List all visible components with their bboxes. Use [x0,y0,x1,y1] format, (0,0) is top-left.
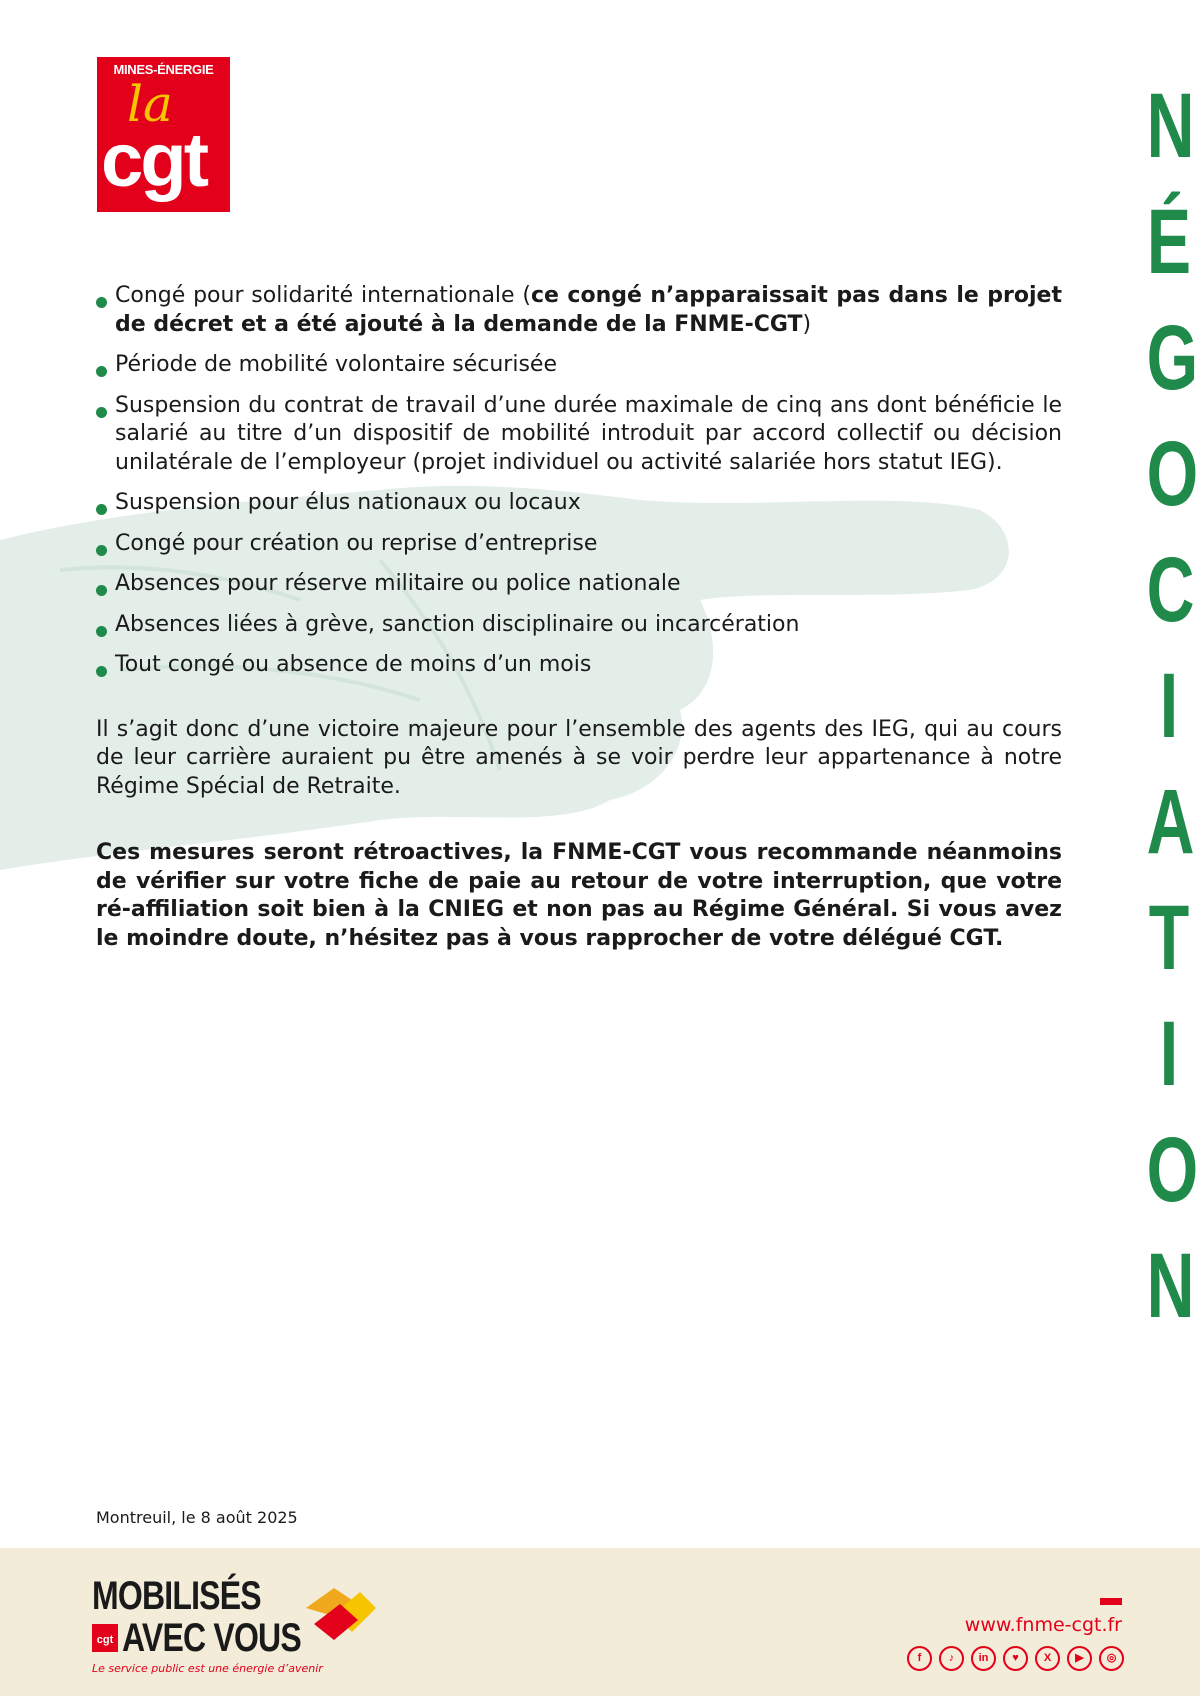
list-item [96,570,1062,599]
vertical-title-letter: O [1146,423,1199,525]
social-icons [907,1646,1124,1671]
list-item [96,282,1062,339]
main-content [96,282,1062,953]
list-item-text: Absences liées à grève, sanction disciplinaire ou incarcération [115,611,800,637]
facebook-icon[interactable]: f [907,1646,932,1671]
list-item-text: Congé pour création ou reprise d’entreprise [115,530,598,556]
list-item [96,351,1062,380]
vertical-title-letter: I [1159,655,1179,757]
footer-mini-cgt-logo: cgt [92,1624,118,1652]
list-item [96,530,1062,559]
vertical-title-negociation [1138,68,1200,1508]
youtube-icon[interactable]: ▶ [1067,1646,1092,1671]
url-accent-mark [1100,1598,1122,1605]
vertical-title-letter: N [1146,1235,1195,1337]
vertical-title-letter: G [1146,307,1199,409]
cgt-mines-energie-logo [97,57,230,212]
list-item [96,611,1062,640]
date-line: Montreuil, le 8 août 2025 [96,1508,298,1527]
footer-tagline: Le service public est une énergie d’avenir [92,1662,323,1675]
vertical-title-letter: O [1146,1119,1199,1221]
list-item-text: Tout congé ou absence de moins d’un mois [115,652,592,677]
list-item-text-after: ) [802,311,812,337]
list-item-text: Suspension pour élus nationaux ou locaux [115,490,581,515]
list-item [96,489,1062,518]
handshake-icon [300,1574,380,1654]
list-item-bold-text: ce congé n’apparaissait pas dans le projet de décret et a été ajouté à la demande de la FNME-CGT [115,283,1062,337]
footer-slogan-line1: MOBILISÉS [92,1574,261,1618]
vertical-title-letter: I [1159,1003,1179,1105]
victory-paragraph: Il s’agit donc d’une victoire majeure pour l’ensemble des agents des IEG, qui au cours de leur carrière auraient pu être amenés à se voir perdre leur appartenance à notre Régime Spécial de Retraite. [96,716,1062,799]
website-link[interactable]: www.fnme-cgt.fr [964,1614,1122,1636]
vertical-title-letter: A [1146,771,1195,873]
vertical-title-letter: É [1146,191,1192,293]
list-item [96,392,1062,478]
list-item-text: Période de mobilité volontaire sécurisée [115,352,557,377]
list-item-text: Absences pour réserve militaire ou police nationale [115,571,681,596]
vertical-title-letter: N [1146,75,1195,177]
logo-cgt-text: cgt [101,118,206,203]
list-item [96,651,1062,680]
recommendation-paragraph: Ces mesures seront rétroactives, la FNME-CGT vous recommande néanmoins de vérifier sur votre fiche de paie au retour de votre interruption, que votre ré-affiliation soit bien à la CNIEG et non pas au Régime Général. Si vous avez le moindre doute, n’hésitez pas à vous rapprocher de votre délégué CGT. [96,840,1062,951]
tiktok-icon[interactable]: ♪ [939,1646,964,1671]
linkedin-icon[interactable]: in [971,1646,996,1671]
instagram-icon[interactable]: ◎ [1099,1646,1124,1671]
list-item-text: Suspension du contrat de travail d’une durée maximale de cinq ans dont bénéficie le salarié au titre d’un dispositif de mobilité introduit par accord collectif ou décision unilatérale de l’employeur (projet individuel ou activité salariée hors statut IEG). [115,392,1062,475]
footer-slogan-line2: AVEC VOUS [122,1616,301,1660]
absence-list [96,282,1062,680]
list-item-text: Congé pour solidarité internationale ( [115,283,531,308]
footer-band [0,1548,1200,1696]
vertical-title-letter: C [1146,539,1195,641]
vertical-title-letter: T [1148,887,1190,989]
logo-la-text: la [127,75,173,133]
logo-mines-energie-text: MINES-ÉNERGIE [113,62,214,77]
bluesky-icon[interactable]: ♥ [1003,1646,1028,1671]
x-icon[interactable]: X [1035,1646,1060,1671]
